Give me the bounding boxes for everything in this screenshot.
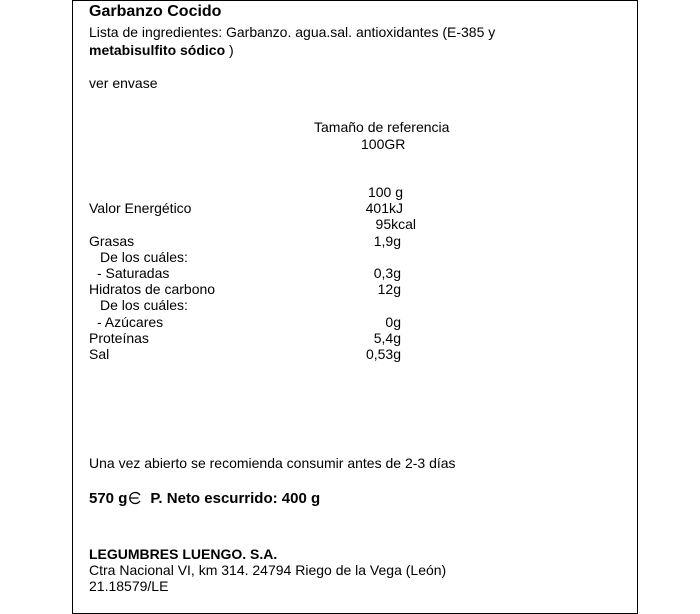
nutrient-value: 0g xyxy=(385,314,401,330)
ingredients-line-2 xyxy=(89,42,234,58)
nutrient-value: 5,4g xyxy=(373,330,401,346)
nutrient-label: Valor Energético xyxy=(89,200,192,216)
nutrient-value: 0,3g xyxy=(373,265,401,281)
ingredients-line-2-rest: ) xyxy=(225,42,234,58)
nutrient-label: Hidratos de carbono xyxy=(89,281,216,297)
nutrient-label: De los cuáles: xyxy=(100,249,188,265)
nutrient-label: - Saturadas xyxy=(97,265,170,281)
nutrient-value: 12g xyxy=(377,281,401,297)
e-mark-icon xyxy=(128,491,142,505)
product-name: Garbanzo Cocido xyxy=(89,3,222,20)
nutrient-label: Proteínas xyxy=(89,330,149,346)
nutrient-value: 95kcal xyxy=(375,216,416,232)
registry-number: 21.18579/LE xyxy=(89,578,169,594)
company-name: LEGUMBRES LUENGO. S.A. xyxy=(89,546,278,562)
ingredients-line-1: Lista de ingredientes: Garbanzo. agua.sal. antioxidantes (E-385 y xyxy=(89,24,496,40)
nutrient-value: 0,53g xyxy=(365,346,401,362)
packaging-note: ver envase xyxy=(89,75,158,91)
nutrient-label: De los cuáles: xyxy=(100,297,188,313)
product-label xyxy=(72,0,638,614)
ingredients-allergen: metabisulfito sódico xyxy=(89,42,226,58)
nutrient-value: 401kJ xyxy=(365,200,403,216)
per-100g-header: 100 g xyxy=(367,184,403,200)
reference-size-label: Tamaño de referencia xyxy=(314,119,450,135)
nutrient-value: 1,9g xyxy=(373,233,401,249)
weights-line xyxy=(89,490,320,508)
net-weight: 570 g xyxy=(89,490,128,507)
nutrient-label: Grasas xyxy=(89,233,135,249)
storage-note: Una vez abierto se recomienda consumir antes de 2-3 días xyxy=(89,455,456,471)
company-address: Ctra Nacional VI, km 314. 24794 Riego de la Vega (León) xyxy=(89,562,447,578)
nutrient-label: Sal xyxy=(89,346,110,362)
top-rule xyxy=(73,0,637,1)
drained-weight: P. Neto escurrido: 400 g xyxy=(150,490,321,507)
reference-size-value: 100GR xyxy=(361,136,406,152)
nutrient-label: - Azúcares xyxy=(97,314,164,330)
